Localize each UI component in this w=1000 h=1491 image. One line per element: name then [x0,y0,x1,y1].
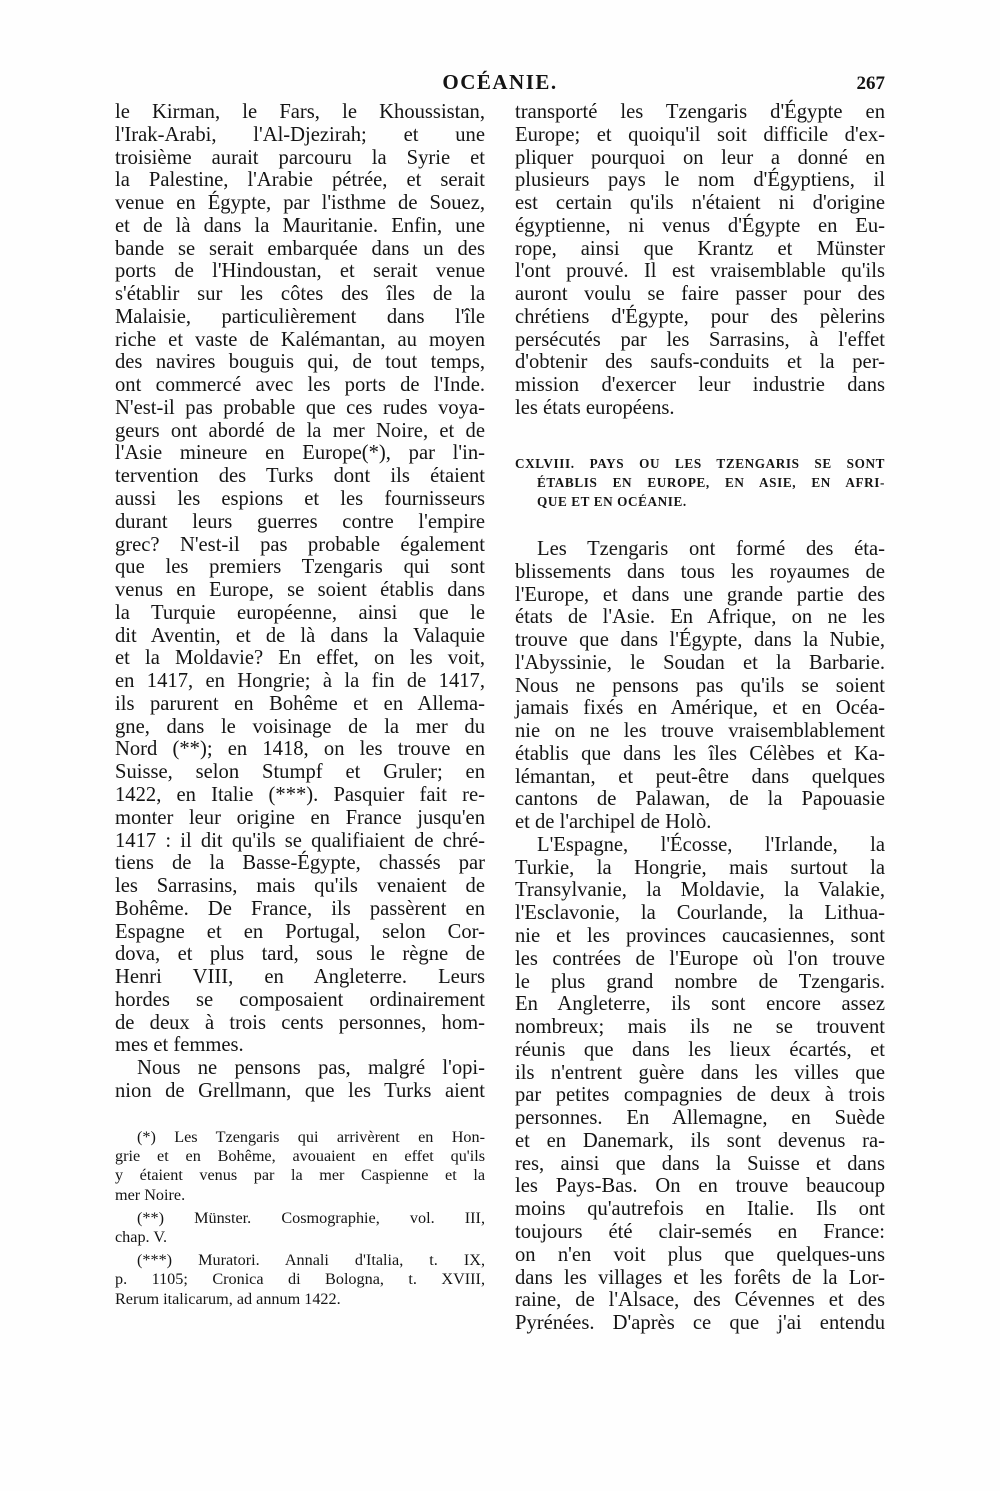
text-line: le plus grand nombre de Tzengaris. [515,970,885,993]
text-line: grec? N'est-il pas probable également [115,533,485,556]
text-line: dans les villages et les forêts de la Lor- [515,1266,885,1289]
footnote-line: y étaient venus par la mer Caspienne et la [115,1166,485,1185]
text-line: et de l'archipel de Holò. [515,811,712,834]
text-line: nion de Grellmann, que les Turks aient [115,1079,485,1102]
text-line: Malaisie, particulièrement dans l'île [115,305,485,328]
text-line: réunis que dans les lieux écartés, et [515,1038,885,1061]
text-line: mission d'exercer leur industrie dans [515,374,885,397]
text-line: s'établir sur les côtes des îles de la [115,283,485,306]
footnote-line: mer Noire. [115,1185,186,1204]
text-line: trouve que dans l'Égypte, dans la Nubie, [515,629,885,652]
text-line: d'obtenir des saufs-conduits et la per- [515,351,885,374]
text-line: ont commercé avec les ports de l'Inde. [115,374,485,397]
text-line: jamais fixés en Amérique, et en Océa- [515,697,885,720]
text-line: Transylvanie, la Moldavie, la Valakie, [515,879,885,902]
text-line: toujours été clair-semés en France: [515,1220,885,1243]
text-line: 1417 : il dit qu'ils se qualifiaient de chré- [115,829,485,852]
text-line: Suisse, selon Stumpf et Gruler; en [115,761,485,784]
text-line: l'Europe, et dans une grande partie des [515,583,885,606]
text-line: est certain qu'ils n'étaient ni d'origine [515,192,885,215]
text-line: auront voulu se faire passer pour des [515,283,885,306]
text-line: res, ainsi que dans la Suisse et dans [515,1152,885,1175]
text-line: ils n'entrent guère dans les villes que [515,1061,885,1084]
footnote-line: (**) Münster. Cosmographie, vol. III, [137,1208,485,1227]
text-line: persécutés par les Sarrasins, à l'effet [515,328,885,351]
text-line: hordes se composaient ordinairement [115,988,485,1011]
text-line: en 1417, en Hongrie; à la fin de 1417, [115,670,485,693]
right-column-bottom [515,538,885,1335]
text-line: Nord (**); en 1418, on les trouve en [115,738,485,761]
text-line: 1422, en Italie (***). Pasquier fait re- [115,783,485,806]
text-line: l'ont prouvé. Il est vraisemblable qu'ils [515,260,885,283]
text-line: établis que dans les îles Célèbes et Ka- [515,742,885,765]
footnote-2 [115,1209,485,1247]
text-line: on n'en voit plus que quelques-uns [515,1243,885,1266]
text-line: l'Abyssinie, le Soudan et la Barbarie. [515,651,885,674]
text-line: mes et femmes. [115,1034,244,1057]
text-line: Europe; et quoiqu'il soit difficile d'ex- [515,123,885,146]
text-line: dova, et plus tard, sous le règne de [115,943,485,966]
text-line: l'Asie mineure en Europe(*), par l'in- [115,442,485,465]
footnote-line: (*) Les Tzengaris qui arrivèrent en Hon- [137,1128,485,1146]
text-line: la Palestine, l'Arabie pétrée, et serait [115,169,485,192]
text-line: aussi les espions et les fournisseurs [115,488,485,511]
text-line: nombreux; mais ils ne se trouvent [515,1016,885,1039]
text-line: bande se serait embarquée dans un des [115,237,485,260]
text-line: Nous ne pensons pas, malgré l'opi- [137,1057,485,1080]
text-line: venue en Égypte, par l'isthme de Souez, [115,192,485,215]
footnote-line: chap. V. [115,1227,168,1246]
footnote-line: Rerum italicarum, ad annum 1422. [115,1289,341,1308]
footnotes [115,1128,485,1313]
text-line: L'Espagne, l'Écosse, l'Irlande, la [537,833,885,856]
text-line: l'Irak-Arabi, l'Al-Djezirah; et une [115,123,485,146]
text-line: le Kirman, le Fars, le Khoussistan, [115,101,485,123]
text-line: rope, ainsi que Krantz et Münster [515,237,885,260]
text-line: l'Esclavonie, la Courlande, la Lithua- [515,902,885,925]
section-heading [515,454,885,511]
running-title: OCÉANIE. [442,70,558,94]
heading-line: QUE ET EN OCÉANIE. [537,494,687,509]
running-head [115,70,885,100]
footnote-line: grie et en Bohême, avouaient en effet qu'ils [115,1147,485,1166]
text-line: dit Aventin, et de là dans la Valaquie [115,624,485,647]
text-line: lémantan, et peut-être dans quelques [515,765,885,788]
text-line: plusieurs pays le nom d'Égyptiens, il [515,169,885,192]
text-line: et de là dans la Mauritanie. Enfin, une [115,214,485,237]
text-line: moins qu'autrefois en Italie. Ils ont [515,1198,885,1221]
page-number: 267 [856,73,885,94]
text-line: nie et les provinces caucasiennes, sont [515,925,885,948]
text-line: Nous ne pensons pas qu'ils se soient [515,674,885,697]
text-line: ports de l'Hindoustan, et serait venue [115,260,485,283]
text-line: cantons de Palawan, de la Papouasie [515,788,885,811]
text-line: tervention des Turks dont ils étaient [115,465,485,488]
text-line: Espagne et en Portugal, selon Cor- [115,920,485,943]
text-line: les Pays-Bas. On en trouve beaucoup [515,1175,885,1198]
text-line: blissements dans tous les royaumes de [515,560,885,583]
text-line: des navires bouguis qui, de tout temps, [115,351,485,374]
text-line: pliquer pourquoi on leur a donné en [515,146,885,169]
text-line: que les premiers Tzengaris qui sont [115,556,485,579]
text-line: les Sarrasins, mais qu'ils venaient de [115,875,485,898]
text-line: troisième aurait parcouru la Syrie et [115,146,485,169]
text-line: transporté les Tzengaris d'Égypte en [515,101,885,123]
text-line: et la Moldavie? En effet, on les voit, [115,647,485,670]
text-line: nie on ne les trouve vraisemblablement [515,720,885,743]
text-line: égyptienne, ni venus d'Égypte en Eu- [515,214,885,237]
heading-line: ÉTABLIS EN EUROPE, EN ASIE, EN AFRI- [537,475,885,490]
text-line: En Angleterre, ils sont encore assez [515,993,885,1016]
footnote-line: p. 1105; Cronica di Bologna, t. XVIII, [115,1270,485,1289]
text-line: les états européens. [515,396,675,419]
text-line: Pyrénées. D'après ce que j'ai entendu [515,1312,885,1335]
text-line: ils parurent en Bohême et en Allema- [115,692,485,715]
text-line: la Turquie européenne, ainsi que le [115,601,485,624]
right-column-top [515,101,885,420]
text-line: de deux à trois cents personnes, hom- [115,1011,485,1034]
text-line: et en Danemark, ils sont devenus ra- [515,1129,885,1152]
text-line: durant leurs guerres contre l'empire [115,510,485,533]
text-line: tiens de la Basse-Égypte, chassés par [115,852,485,875]
text-line: Henri VIII, en Angleterre. Leurs [115,966,485,989]
left-column [115,101,485,1103]
text-line: venus en Europe, se soient établis dans [115,579,485,602]
heading-line: CXLVIII. PAYS OU LES TZENGARIS SE SONT [515,456,885,471]
text-line: personnes. En Allemagne, en Suède [515,1107,885,1130]
text-line: Turkie, la Hongrie, mais surtout la [515,856,885,879]
footnote-line: (***) Muratori. Annali d'Italia, t. IX, [137,1251,485,1270]
text-line: geurs ont abordé de la mer Noire, et de [115,419,485,442]
text-line: N'est-il pas probable que ces rudes voya- [115,396,485,419]
text-line: chrétiens d'Égypte, pour des pèlerins [515,305,885,328]
footnote-3 [115,1251,485,1309]
text-line: par petites compagnies de deux à trois [515,1084,885,1107]
footnote-1 [115,1128,485,1205]
text-line: états de l'Asie. En Afrique, on ne les [515,606,885,629]
text-line: les contrées de l'Europe où l'on trouve [515,947,885,970]
text-line: gne, dans le voisinage de la mer du [115,715,485,738]
text-line: Bohême. De France, ils passèrent en [115,897,485,920]
text-line: raine, de l'Alsace, des Cévennes et des [515,1289,885,1312]
text-line: riche et vaste de Kalémantan, au moyen [115,328,485,351]
text-line: Les Tzengaris ont formé des éta- [537,538,885,560]
text-line: monter leur origine en France jusqu'en [115,806,485,829]
